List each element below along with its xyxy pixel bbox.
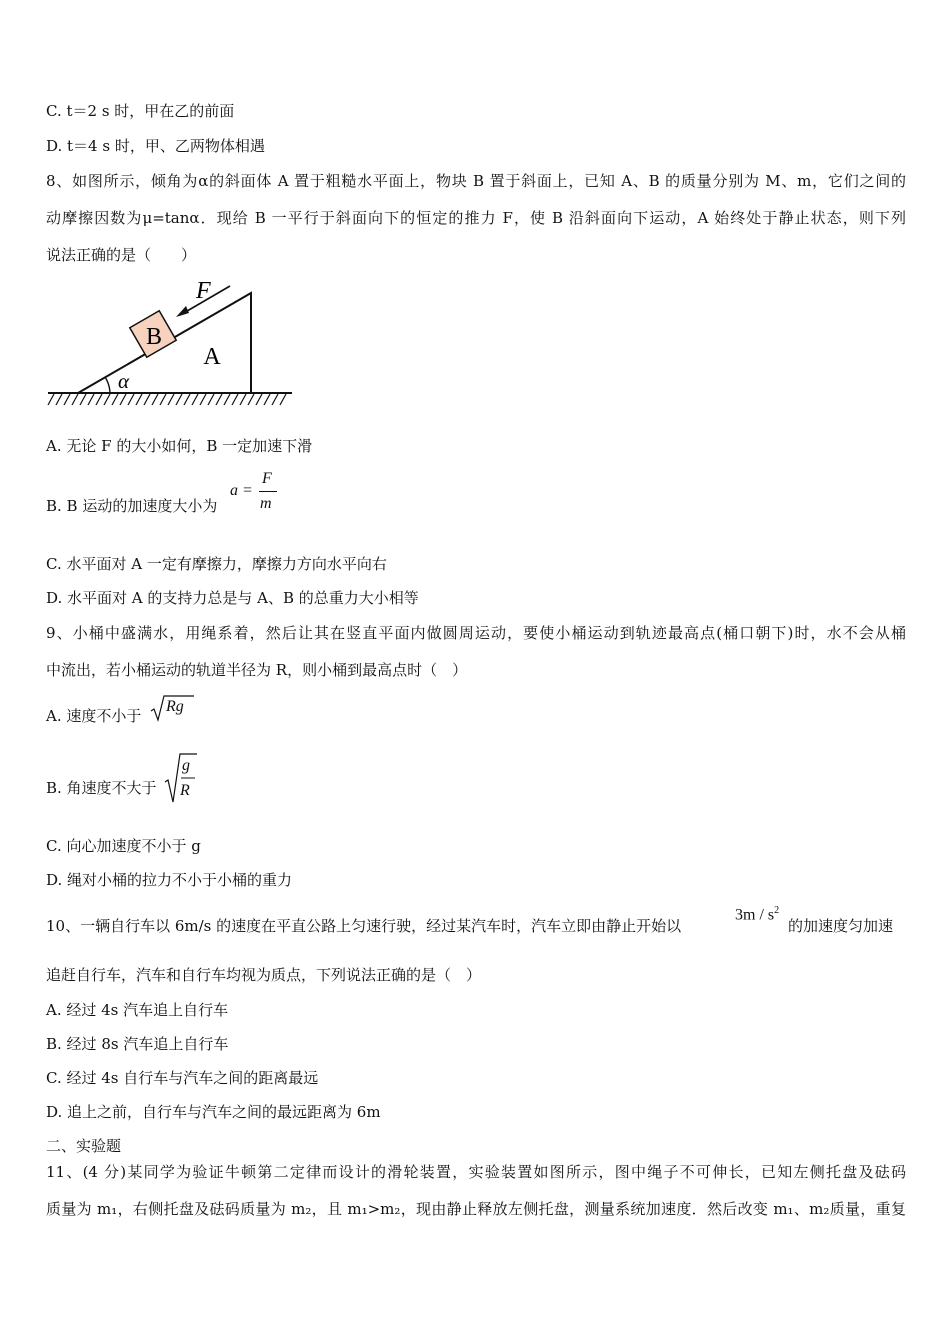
formula-a-denominator: m xyxy=(260,495,272,512)
sqrt-numerator: g xyxy=(182,757,190,774)
section-heading: 二、实验题 xyxy=(46,1137,122,1155)
q10-option-a: A. 经过 4s 汽车追上自行车 xyxy=(46,1001,229,1019)
q10-option-c: C. 经过 4s 自行车与汽车之间的距离最远 xyxy=(46,1069,319,1087)
q9-stem-line1: 9、小桶中盛满水，用绳系着，然后让其在竖直平面内做圆周运动，要使小桶运动到轨迹最高点(桶口朝下)时，水不会从桶 xyxy=(46,624,906,642)
q9-option-d: D. 绳对小桶的拉力不小于小桶的重力 xyxy=(46,871,293,889)
q7-option-c: C. t＝2 s 时，甲在乙的前面 xyxy=(46,102,235,120)
q9-option-c: C. 向心加速度不小于 g xyxy=(46,837,201,855)
q8-option-c: C. 水平面对 A 一定有摩擦力，摩擦力方向水平向右 xyxy=(46,555,387,573)
incline-a-label: A xyxy=(203,344,221,370)
q8-stem-line2: 动摩擦因数为μ=tanα．现给 B 一平行于斜面向下的恒定的推力 F，使 B 沿斜面向下运动，A 始终处于静止状态，则下列 xyxy=(46,209,906,227)
q8-stem-line3: 说法正确的是（ ） xyxy=(46,246,197,264)
q7-option-d: D. t＝4 s 时，甲、乙两物体相遇 xyxy=(46,137,265,155)
block-b-label: B xyxy=(145,324,163,350)
sqrt-denominator: R xyxy=(180,782,190,799)
q10-option-b: B. 经过 8s 汽车追上自行车 xyxy=(46,1035,229,1053)
q9-option-b: B. 角速度不大于 xyxy=(46,779,157,797)
q8-option-d: D. 水平面对 A 的支持力总是与 A、B 的总重力大小相等 xyxy=(46,589,419,607)
q11-stem-line1: 11、(4 分)某同学为验证牛顿第二定律而设计的滑轮装置，实验装置如图所示，图中绳子不可伸长，已知左侧托盘及砝码 xyxy=(46,1163,906,1181)
q10-stem-line1-part1: 10、一辆自行车以 6m/s 的速度在平直公路上匀速行驶，经过某汽车时，汽车立即由静止开始以 xyxy=(46,917,682,935)
incline-figure xyxy=(46,272,296,410)
q9-option-a: A. 速度不小于 xyxy=(46,707,142,725)
q10-stem-line1-part2: 的加速度匀加速 xyxy=(788,917,894,935)
q8-option-b: B. B 运动的加速度大小为 xyxy=(46,497,218,515)
q10-option-d: D. 追上之前，自行车与汽车之间的最远距离为 6m xyxy=(46,1103,381,1121)
formula-a-lhs: a = xyxy=(230,482,253,499)
angle-label: α xyxy=(118,369,130,393)
sqrt-rg-text: Rg xyxy=(166,698,184,715)
q10-stem-line2: 追赶自行车，汽车和自行车均视为质点，下列说法正确的是（ ） xyxy=(46,966,482,984)
q8-stem-line1: 8、如图所示，倾角为α的斜面体 A 置于粗糙水平面上，物块 B 置于斜面上，已知 A、B 的质量分别为 M、m，它们之间的 xyxy=(46,172,906,190)
q9-stem-line2: 中流出，若小桶运动的轨道半径为 R，则小桶到最高点时（ ） xyxy=(46,661,468,679)
formula-a-numerator: F xyxy=(262,470,272,487)
force-label: F xyxy=(196,278,211,304)
q11-stem-line2: 质量为 m₁，右侧托盘及砝码质量为 m₂，且 m₁>m₂，现由静止释放左侧托盘，测量系统加速度．然后改变 m₁、m₂质量，重复 xyxy=(46,1200,906,1218)
fraction-bar xyxy=(259,491,277,492)
q8-option-a: A. 无论 F 的大小如何，B 一定加速下滑 xyxy=(46,437,313,455)
acceleration-value: $3m / s^2$ xyxy=(735,905,780,924)
